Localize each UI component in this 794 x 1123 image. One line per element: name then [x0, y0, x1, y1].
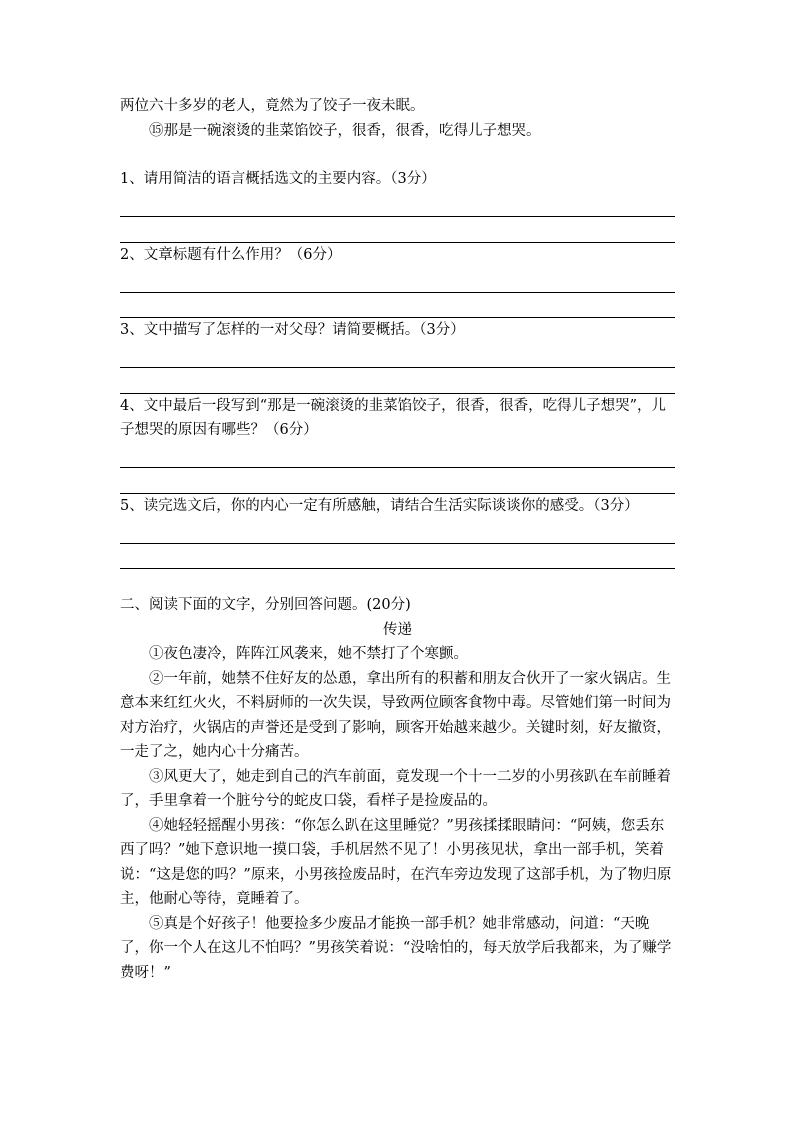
spacer	[120, 569, 675, 593]
answer-line[interactable]	[120, 443, 675, 469]
article-paragraph-3: ③风更大了，她走到自己的汽车前面，竟发现一个十一二岁的小男孩趴在车前睡着了，手里拿着一个脏兮兮的蛇皮口袋，看样子是捡废品的。	[120, 768, 671, 809]
document-content	[120, 94, 675, 985]
question-5: 5、读完选文后，你的内心一定有所感触，请结合生活实际谈谈你的感受。（3分）	[120, 497, 639, 514]
question-1: 1、请用简洁的语言概括选文的主要内容。（3分）	[120, 171, 436, 187]
question-3: 3、文中描写了怎样的一对父母？请简要概括。（3分）	[120, 322, 465, 338]
section-2-heading: 二、阅读下面的文字，分别回答问题。(20分)	[120, 597, 411, 613]
question-4: 4、文中最后一段写到“那是一碗滚烫的韭菜馅饺子，很香，很香，吃得儿子想哭”，儿子想哭的原因有哪些？（6分）	[120, 397, 667, 438]
article-paragraph-5: ⑤真是个好孩子！他要捡多少废品才能换一部手机？她非常感动，问道：“天晚了，你一个人在这儿不怕吗？”男孩笑着说：“没啥怕的，每天放学后我都来，为了赚学费呀！”	[120, 915, 672, 981]
answer-line[interactable]	[120, 518, 675, 544]
answer-line[interactable]	[120, 217, 675, 243]
answer-line[interactable]	[120, 192, 675, 218]
answer-line[interactable]	[120, 293, 675, 319]
answer-line[interactable]	[120, 544, 675, 570]
article-title: 传递	[383, 621, 412, 638]
answer-line[interactable]	[120, 267, 675, 293]
question-2: 2、文章标题有什么作用？（6分）	[120, 246, 342, 263]
intro-line-1: 两位六十多岁的老人，竟然为了饺子一夜未眠。	[120, 98, 425, 114]
article-paragraph-2: ②一年前，她禁不住好友的怂恿，拿出所有的积蓄和朋友合伙开了一家火锅店。生意本来红红火火，不料厨师的一次失误，导致两位顾客食物中毒。尽管她们第一时间为对方治疗，火锅店的声誉还是受到了影响，顾客开始越来越少。关键时刻，好友撤资，一走了之，她内心十分痛苦。	[120, 670, 671, 760]
intro-line-2: ⑮那是一碗滚烫的韭菜馅饺子，很香，很香，吃得儿子想哭。	[149, 122, 541, 139]
article-paragraph-1: ①夜色凄冷，阵阵江风袭来，她不禁打了个寒颤。	[149, 646, 468, 662]
answer-line[interactable]	[120, 368, 675, 394]
answer-line[interactable]	[120, 468, 675, 494]
article-paragraph-4: ④她轻轻摇醒小男孩：“你怎么趴在这里睡觉？”男孩揉揉眼睛问：“阿姨，您丢东西了吗？”她下意识地一摸口袋，手机居然不见了！小男孩见状，拿出一部手机，笑着说：“这是您的吗？”原来，小男孩捡废品时，在汽车旁边发现了这部手机，为了物归原主，他耐心等待，竟睡着了。	[120, 817, 672, 907]
spacer	[120, 143, 675, 167]
answer-line[interactable]	[120, 343, 675, 369]
